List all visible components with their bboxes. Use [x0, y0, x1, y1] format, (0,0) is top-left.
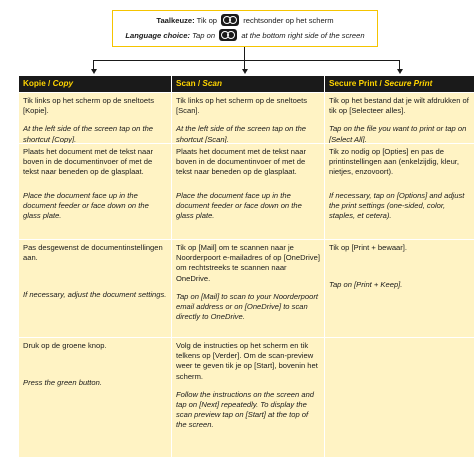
- header-scan: Scan / Scan: [172, 76, 324, 92]
- connector-vertical-top: [244, 47, 245, 60]
- cell-scan-step4: Volg de instructies op het scherm en tik telkens op [Verder]. Om de scan-preview weer te geven tik je op [Start], bovenin het scherm. Follow the instructions on the screen and tap on [Next] repeatedly. To display the scan preview tap on [Start] at the top of the screen.: [172, 338, 324, 457]
- header-copy: Kopie / Copy: [19, 76, 171, 92]
- cell-print-step1: Tik op het bestand dat je wilt afdrukken of tik op [Selecteer alles]. Tap on the file you want to print or tap on [Select All].: [325, 93, 474, 143]
- arrow-down-right: [397, 69, 403, 74]
- arrow-down-middle: [242, 69, 248, 74]
- language-choice-box: [112, 10, 378, 47]
- cell-print-step4: [325, 338, 474, 457]
- cell-copy-step1: Tik links op het scherm op de sneltoets [Kopie]. At the left side of the screen tap on the shortcut [Copy].: [19, 93, 171, 143]
- cell-copy-step4: Druk op de groene knop. Press the green button.: [19, 338, 171, 457]
- cell-copy-step3: Pas desgewenst de documentinstellingen aan. If necessary, adjust the document settings.: [19, 240, 171, 337]
- language-text-en-before: Tap on: [192, 31, 216, 40]
- language-text-nl-after: rechtsonder op het scherm: [243, 16, 334, 25]
- language-line-nl: [113, 13, 377, 28]
- language-label-nl: Taalkeuze:: [156, 16, 195, 25]
- cell-print-step2: Tik zo nodig op [Opties] en pas de printinstellingen aan (enkelzijdig, kleur, nietjes, enzovoort). If necessary, tap on [Options] and adjust the print settings (one-sided, color, staples, et cetera).: [325, 144, 474, 239]
- connector-horizontal: [93, 60, 400, 61]
- language-switch-icon-2[interactable]: [219, 29, 237, 41]
- language-text-nl-before: Tik op: [196, 16, 218, 25]
- cell-scan-step3: Tik op [Mail] om te scannen naar je Noorderpoort e-mailadres of op [OneDrive] om rechtstreeks te scannen naar OneDrive. Tap on [Mail] to scan to your Noorderpoort email address or on [OneDrive] to scan directly to OneDrive.: [172, 240, 324, 337]
- cell-scan-step2: Plaats het document met de tekst naar boven in de documentinvoer of met de tekst naar beneden op de glasplaat. Place the document face up in the document feeder or face down on the glass plate.: [172, 144, 324, 239]
- cell-copy-step2: Plaats het document met de tekst naar boven in de documentinvoer of met de tekst naar beneden op de glasplaat. Place the document face up in the document feeder or face down on the glass plate.: [19, 144, 171, 239]
- language-switch-icon[interactable]: [221, 14, 239, 26]
- arrow-down-left: [91, 69, 97, 74]
- header-secure-print: Secure Print / Secure Print: [325, 76, 474, 92]
- cell-scan-step1: Tik links op het scherm op de sneltoets [Scan]. At the left side of the screen tap on the shortcut [Scan].: [172, 93, 324, 143]
- language-text-en-after: at the bottom right side of the screen: [241, 31, 365, 40]
- instructions-table: [19, 76, 474, 453]
- language-label-en: Language choice:: [125, 31, 190, 40]
- language-line-en: [113, 28, 377, 43]
- cell-print-step3: Tik op [Print + bewaar]. Tap on [Print + Keep].: [325, 240, 474, 337]
